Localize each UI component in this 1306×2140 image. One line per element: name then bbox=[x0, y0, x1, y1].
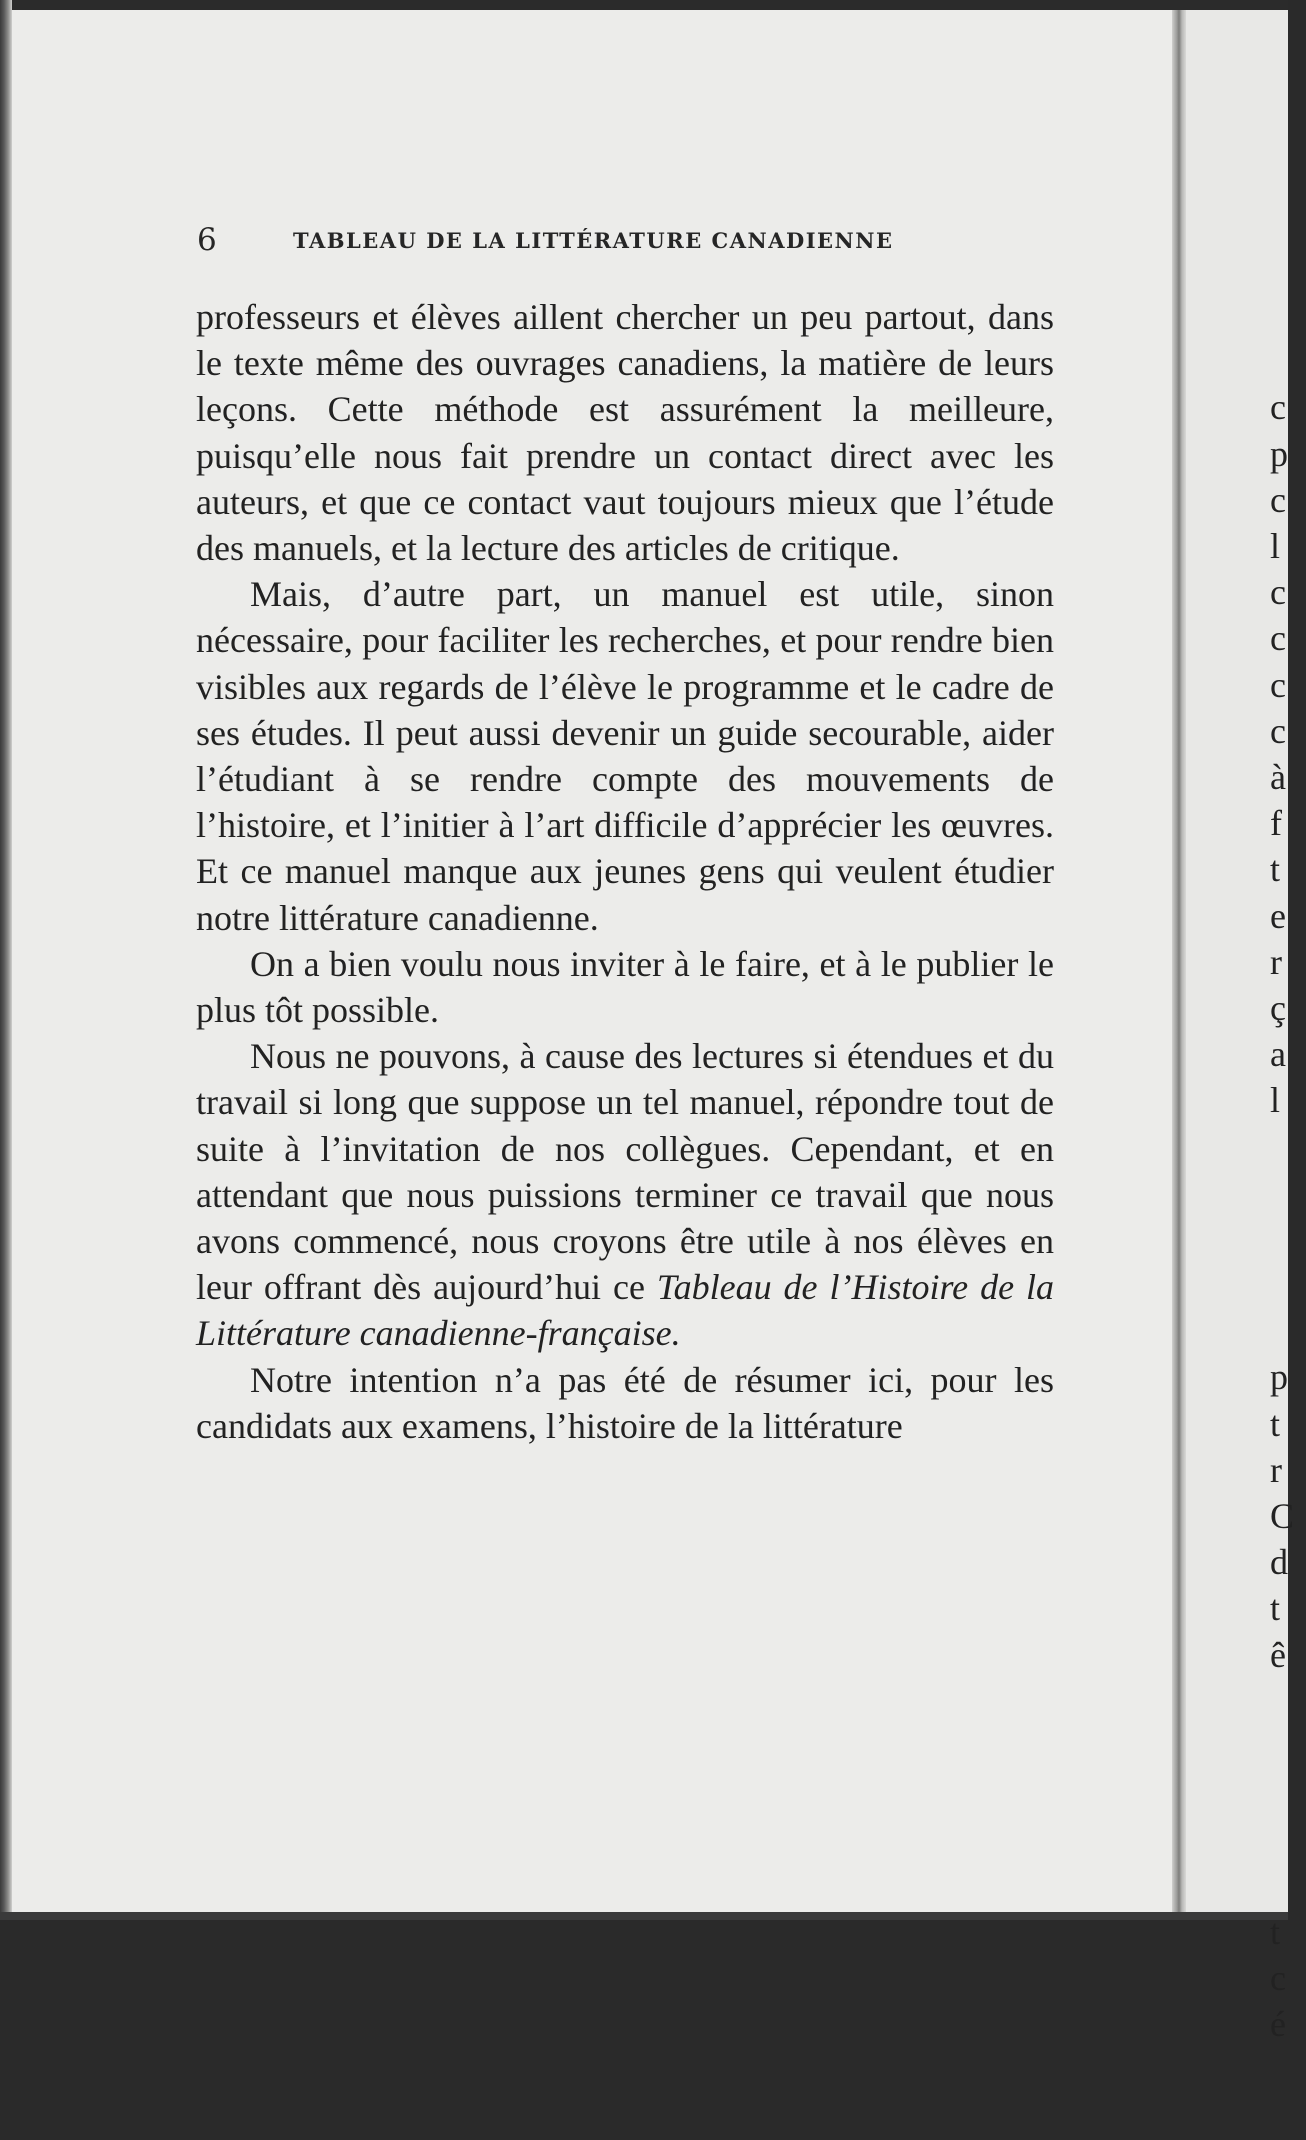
paragraph-5: Notre intention n’a pas été de résumer ici, pour les candidats aux examens, l’histoire de la littérature bbox=[196, 1359, 1054, 1446]
paragraph-4 bbox=[196, 1033, 1054, 1356]
running-title: TABLEAU DE LA LITTÉRATURE CANADIENNE bbox=[293, 228, 894, 253]
paragraph-1: professeurs et élèves aillent chercher un peu partout, dans le texte même des ouvrages canadiens, la matière de leurs leçons. Cette méthode est assurément la meilleure, puisqu’elle nous fait prendre un contact direct avec les auteurs, et que ce contact vaut toujours mieux que l’étude des manuels, et la lecture des articles de critique. bbox=[196, 297, 1054, 569]
scan-bottom-border bbox=[0, 1912, 1288, 1920]
facing-fragment-2: p t r C d t ê bbox=[1270, 1357, 1295, 1675]
book-title-italic: Tableau de l’Histoire de la Littérature canadienne-française. bbox=[196, 1267, 1055, 1354]
body-text bbox=[196, 294, 1054, 1449]
running-head bbox=[197, 220, 1053, 260]
book-gutter bbox=[1172, 10, 1186, 1912]
paragraph-4-text: Nous ne pouvons, à cause des lectures si étendues et du travail si long que suppose un tel manuel, répondre tout de suite à l’invitation de nos collègues. Cependant, et en attendant que nous puissions terminer ce travail que nous avons commencé, nous croyons être utile à nos élèves en leur offrant dès aujourd’hui ce bbox=[196, 1036, 1054, 1308]
facing-page-text bbox=[1270, 292, 1306, 2140]
facing-fragment-1: c p c l c c c c à f t e r ç a l bbox=[1270, 387, 1288, 1121]
facing-fragment-3: t c é bbox=[1270, 1911, 1286, 2045]
scan-top-border bbox=[0, 0, 1288, 10]
page-number: 6 bbox=[197, 222, 217, 258]
scan-left-border bbox=[0, 0, 12, 1920]
paragraph-3: On a bien voulu nous inviter à le faire, et à le publier le plus tôt possible. bbox=[196, 943, 1054, 1031]
paragraph-2: Mais, d’autre part, un manuel est utile, sinon nécessaire, pour faciliter les recherches, et pour rendre bien visibles aux regards de l’élève le programme et le cadre de ses études. Il peut aussi devenir un guide secourable, aider l’étudiant à se rendre compte des mouvements de l’histoire, et l’initier à l’art difficile d’apprécier les œuvres. Et ce manuel manque aux jeunes gens qui veulent étudier notre littérature canadienne. bbox=[196, 574, 1054, 938]
